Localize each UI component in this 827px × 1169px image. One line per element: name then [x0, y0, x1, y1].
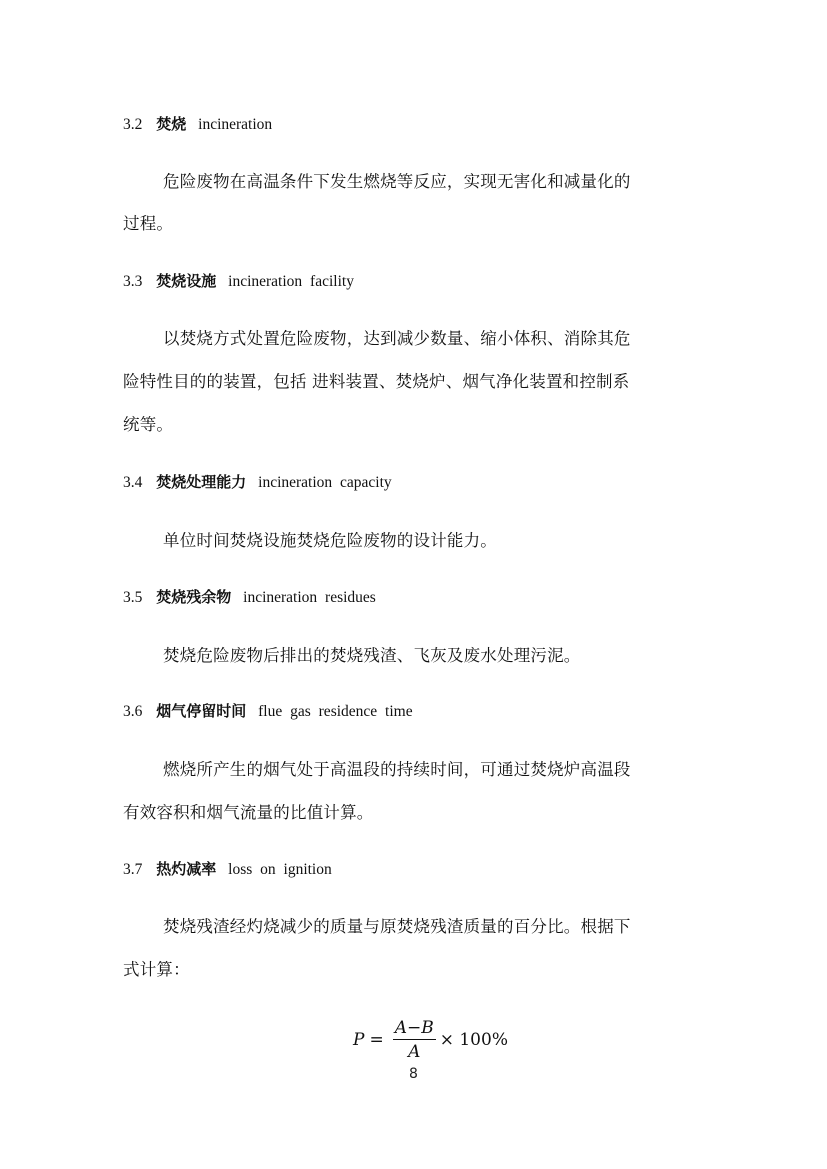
section-heading-3-7: [123, 858, 332, 879]
section-title-zh: 热灼减率: [156, 860, 217, 878]
loss-on-ignition-formula: [353, 1010, 508, 1070]
paragraph-line: 燃烧所产生的烟气处于高温段的持续时间，可通过焚烧炉高温段: [163, 760, 631, 779]
paragraph-line: 有效容积和烟气流量的比值计算。: [123, 803, 374, 822]
section-number: 3.3: [123, 273, 143, 290]
section-title-en: incineration: [198, 116, 273, 133]
paragraph-line: 焚烧残渣经灼烧减少的质量与原焚烧残渣质量的百分比。根据下: [163, 917, 631, 936]
paragraph-line: 焚烧危险废物后排出的焚烧残渣、飞灰及废水处理污泥。: [163, 646, 581, 665]
paragraph-line: 统等。: [123, 415, 174, 434]
section-number: 3.4: [123, 474, 143, 491]
formula-multiplier: × 100%: [439, 1030, 508, 1050]
section-title-zh: 焚烧残余物: [156, 588, 232, 606]
paragraph-line: 危险废物在高温条件下发生燃烧等反应，实现无害化和减量化的: [163, 172, 631, 191]
section-title-en: incineration facility: [228, 273, 354, 290]
paragraph-line: 单位时间焚烧设施焚烧危险废物的设计能力。: [163, 531, 497, 550]
section-title-en: incineration capacity: [258, 474, 392, 491]
section-heading-3-3: [123, 270, 354, 291]
section-title-zh: 焚烧处理能力: [156, 473, 247, 491]
paragraph-line: 式计算：: [123, 960, 190, 979]
section-title-en: loss on ignition: [228, 861, 332, 878]
paragraph-line: 过程。: [123, 214, 174, 233]
section-title-zh: 烟气停留时间: [156, 702, 247, 720]
section-heading-3-4: [123, 471, 392, 492]
section-number: 3.6: [123, 703, 143, 720]
section-number: 3.2: [123, 116, 143, 133]
section-title-en: flue gas residence time: [258, 703, 413, 720]
paragraph-line: 险特性目的的装置，包括 进料装置、焚烧炉、烟气净化装置和控制系: [123, 372, 630, 391]
section-title-zh: 焚烧: [156, 115, 187, 133]
formula-numerator: A−B: [394, 1018, 434, 1038]
section-heading-3-5: [123, 586, 376, 607]
section-title-zh: 焚烧设施: [156, 272, 217, 290]
section-heading-3-6: [123, 700, 413, 721]
formula-denominator: A: [408, 1042, 421, 1062]
section-title-en: incineration residues: [243, 589, 376, 606]
formula-lhs: P: [353, 1030, 365, 1050]
section-heading-3-2: [123, 113, 272, 134]
formula-fraction: [393, 1018, 436, 1062]
formula-equals: =: [369, 1030, 384, 1050]
section-number: 3.5: [123, 589, 143, 606]
paragraph-line: 以焚烧方式处置危险废物，达到减少数量、缩小体积、消除其危: [163, 329, 631, 348]
section-number: 3.7: [123, 861, 143, 878]
page-number: 8: [409, 1066, 418, 1082]
